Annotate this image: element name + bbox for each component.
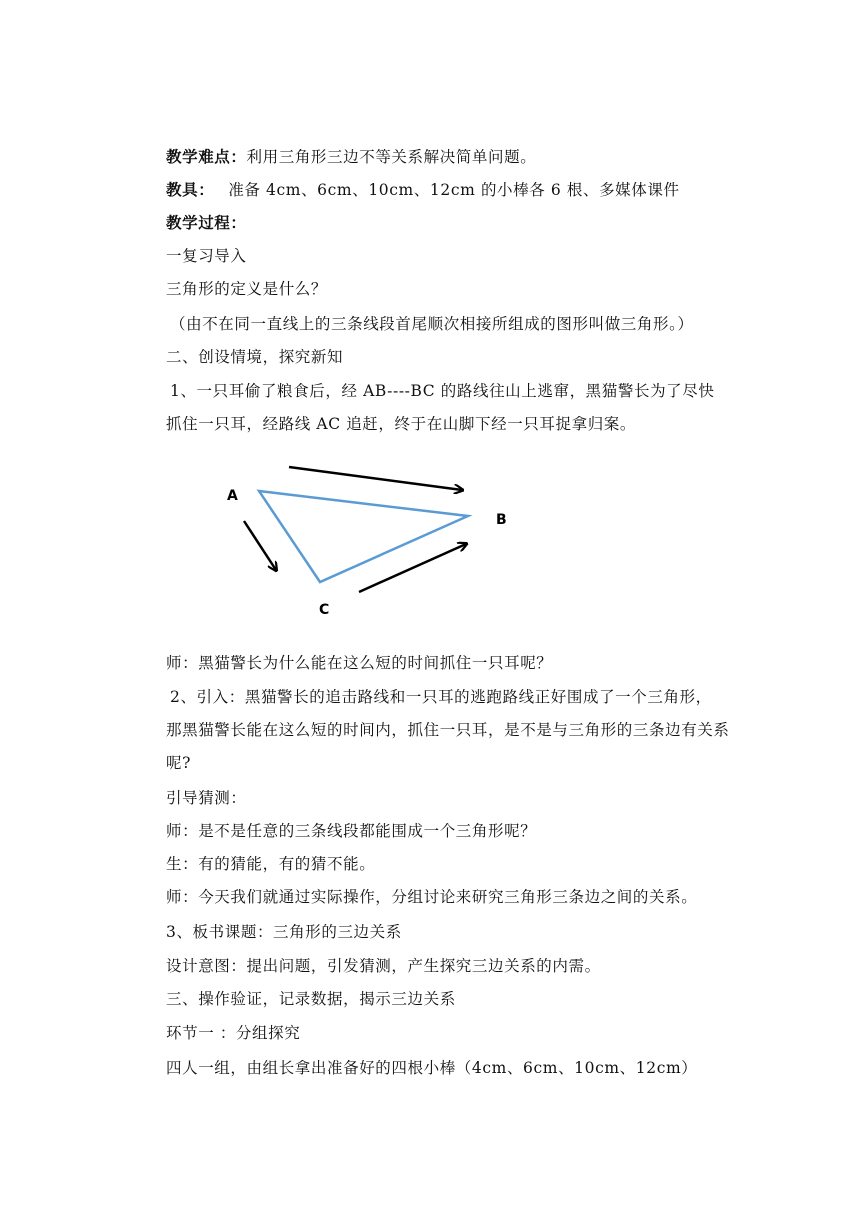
teacher-statement: 师：今天我们就通过实际操作，分组讨论来研究三角形三条边之间的关系。: [166, 888, 698, 906]
group-instruction-line: 四人一组，由组长拿出准备好的四根小棒（4cm、6cm、10cm、12cm）: [166, 1059, 698, 1077]
section-two-heading: 二、创设情境，探究新知: [166, 348, 344, 366]
teaching-aids-label: 教具：: [166, 180, 215, 199]
step-one-heading: 环节一 ：分组探究: [166, 1024, 301, 1042]
guide-guess-heading: 引导猜测：: [166, 789, 247, 807]
arrow-bottom: [359, 544, 466, 592]
triangle-abc: [259, 491, 468, 582]
arrow-top: [289, 467, 462, 490]
teaching-process-heading: 教学过程：: [166, 213, 247, 232]
teaching-aids-text: 准备 4cm、6cm、10cm、12cm 的小棒各 6 根、多媒体课件: [228, 181, 680, 199]
vertex-label-b: B: [496, 512, 507, 528]
vertex-label-c: C: [319, 602, 330, 618]
introduction-line1: 2、引入：黑猫警长的追击路线和一只耳的逃跑路线正好围成了一个三角形，: [170, 688, 712, 706]
arrow-left: [244, 521, 276, 570]
student-answer: 生：有的猜能，有的猜不能。: [166, 855, 376, 873]
board-topic-line: 3、板书课题：三角形的三边关系: [166, 923, 402, 941]
teacher-question-2: 师：是不是任意的三条线段都能围成一个三角形呢？: [166, 822, 537, 840]
design-intent-line: 设计意图：提出问题，引发猜测，产生探究三边关系的内需。: [166, 957, 601, 975]
triangle-diagram-svg: [200, 455, 530, 630]
teaching-difficulty-label: 教学难点：: [166, 147, 247, 166]
introduction-line2: 那黑猫警长能在这么短的时间内，抓住一只耳，是不是与三角形的三条边有关系: [166, 721, 730, 739]
section-three-heading: 三、操作验证，记录数据，揭示三边关系: [166, 990, 456, 1008]
story-paragraph-line1: 1、一只耳偷了粮食后，经 AB----BC 的路线往山上逃窜，黑猫警长为了尽快: [170, 382, 715, 400]
teacher-question-1: 师：黑猫警长为什么能在这么短的时间抓住一只耳呢？: [166, 654, 553, 672]
teaching-aids-line: [166, 180, 680, 200]
definition-answer: （由不在同一直线上的三条线段首尾顺次相接所组成的图形叫做三角形。）: [170, 315, 694, 333]
teaching-difficulty-text: 利用三角形三边不等关系解决简单问题。: [246, 148, 537, 166]
review-intro-heading: 一复习导入: [166, 247, 247, 265]
teaching-difficulty-line: [166, 147, 536, 167]
question-definition: 三角形的定义是什么？: [166, 280, 328, 298]
vertex-label-a: A: [227, 488, 238, 504]
introduction-line3: 呢?: [166, 754, 192, 772]
story-paragraph-line2: 抓住一只耳，经路线 AC 追赶，终于在山脚下经一只耳捉拿归案。: [166, 415, 637, 433]
triangle-diagram: [200, 455, 530, 630]
